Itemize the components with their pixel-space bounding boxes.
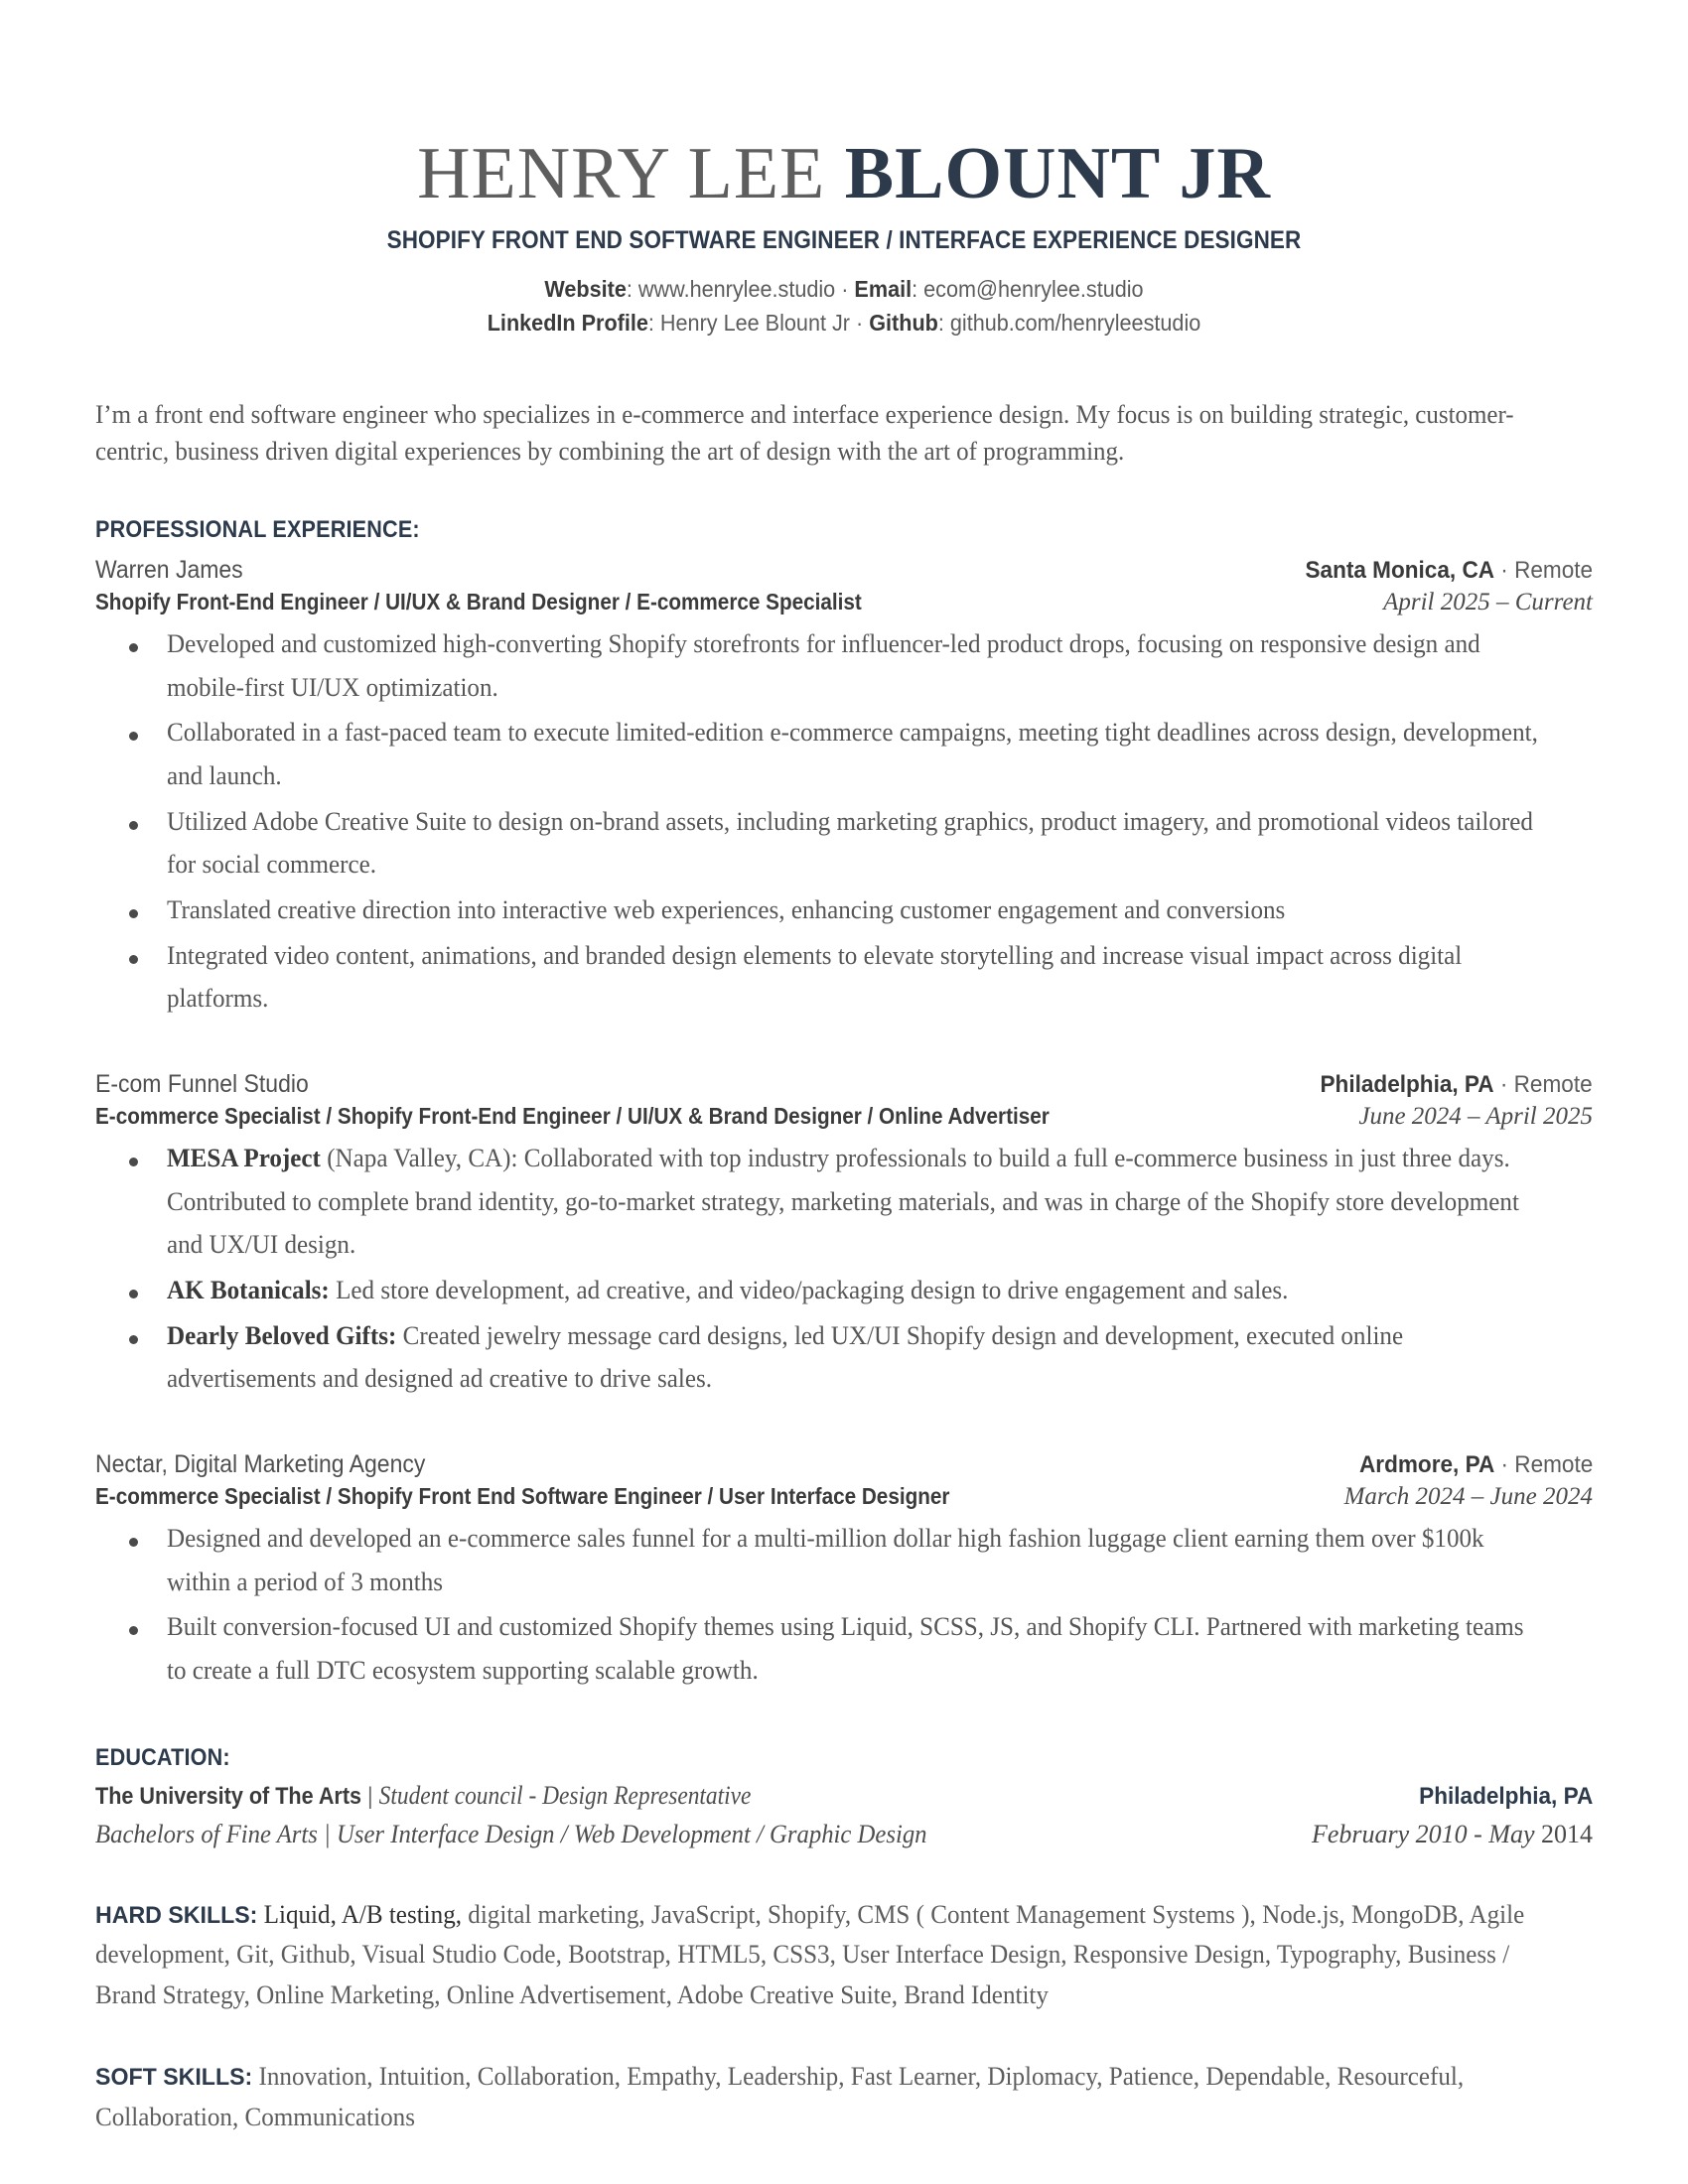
github-label: Github (869, 310, 938, 337)
soft-skills-label: SOFT SKILLS: (95, 2064, 253, 2092)
job-company-name: E-com Funnel Studio (95, 1069, 309, 1098)
education-role: Student council - Design Representative (378, 1780, 752, 1810)
website-value[interactable]: : www.henrylee.studio · (626, 276, 855, 302)
bullet-lead: AK Botanicals: (167, 1275, 330, 1304)
list-item (95, 800, 1593, 887)
job-company-row (95, 1070, 1593, 1099)
education-school-name: The University of The Arts (95, 1782, 362, 1810)
job-bullet-list (95, 622, 1593, 1021)
github-value[interactable]: : github.com/henryleestudio (937, 310, 1201, 337)
education-dates-year: 2014 (1541, 1819, 1593, 1848)
list-item (95, 1314, 1593, 1401)
job-location-mode: · Remote (1493, 1070, 1593, 1098)
job-role-title: Shopify Front-End Engineer / UI/UX & Brand Designer / E-commerce Specialist (95, 588, 862, 614)
list-item (95, 1269, 1593, 1312)
bullet-text: Designed and developed an e-commerce sales funnel for a multi-million dollar high fashion luggage client earning them over $100k within a period of 3 months (167, 1523, 1484, 1596)
job-bullet-list (95, 1137, 1593, 1401)
job-location-mode: · Remote (1493, 556, 1593, 584)
contact-block (140, 272, 1548, 340)
education-dates-range: February 2010 - May (1311, 1819, 1541, 1848)
bullet-text: Collaborated in a fast-paced team to execute limited-edition e-commerce campaigns, meeting tight deadlines across design, development, and launch. (167, 718, 1538, 790)
job-role-row (95, 1099, 1593, 1131)
education-row-school (95, 1781, 1593, 1811)
bullet-text: Integrated video content, animations, and branded design elements to elevate storytelling and increase visual impact across digital platforms. (167, 940, 1463, 1014)
contact-line-web-email (140, 272, 1548, 306)
soft-skills-block (95, 2057, 1540, 2137)
job-role-row (95, 585, 1593, 616)
education-separator: | (361, 1782, 379, 1810)
linkedin-value[interactable]: : Henry Lee Blount Jr · (647, 310, 870, 337)
job-company-name: Nectar, Digital Marketing Agency (95, 1449, 426, 1478)
job-company-name: Warren James (95, 555, 243, 584)
linkedin-label: LinkedIn Profile (487, 310, 648, 337)
job-bullet-list (95, 1517, 1593, 1693)
list-item (95, 888, 1593, 932)
experience-list (95, 556, 1593, 1693)
job-dates: June 2024 – April 2025 (1358, 1102, 1593, 1130)
website-label: Website (544, 276, 627, 302)
bullet-lead: MESA Project (167, 1143, 321, 1172)
name-first: HENRY LEE (417, 133, 845, 214)
education-dates (1312, 1820, 1593, 1849)
section-heading-experience: PROFESSIONAL EXPERIENCE: (95, 515, 420, 543)
bullet-text: Led store development, ad creative, and video/packaging design to drive engagement and sales. (329, 1275, 1289, 1304)
bullet-text: (Napa Valley, CA): Collaborated with top industry professionals to build a full e-commerce business in just three days. Contributed to complete brand identity, go-to-market strategy, marketing materials, and was in charge of the Shopify store development and UX/UI design. (167, 1143, 1519, 1260)
job-role-title: E-commerce Specialist / Shopify Front-End Engineer / UI/UX & Brand Designer / Online Advertiser (95, 1102, 1050, 1129)
bullet-lead: Dearly Beloved Gifts: (167, 1320, 397, 1350)
job-entry (95, 1070, 1593, 1401)
list-item (95, 1517, 1593, 1603)
education-degree: Bachelors of Fine Arts | User Interface Design / Web Development / Graphic Design (95, 1819, 927, 1848)
job-role-row (95, 1479, 1593, 1511)
bullet-text: Translated creative direction into interactive web experiences, enhancing customer engagement and conversions (167, 894, 1286, 924)
hard-skills-lead: Liquid, A/B testing, (257, 1899, 463, 1929)
education-school-line (95, 1781, 751, 1811)
job-location-city: Philadelphia, PA (1320, 1070, 1494, 1098)
education-location: Philadelphia, PA (1418, 1782, 1593, 1810)
job-entry (95, 556, 1593, 1021)
name-last: BLOUNT JR (844, 133, 1271, 214)
email-value[interactable]: : ecom@henrylee.studio (912, 276, 1144, 302)
job-role-title: E-commerce Specialist / Shopify Front End Software Engineer / User Interface Designer (95, 1482, 950, 1509)
professional-summary: I’m a front end software engineer who specializes in e-commerce and interface experience design. My focus is on building strategic, customer-centric, business driven digital experiences by combining the art of design with the art of programming. (95, 400, 1514, 466)
job-dates: April 2025 – Current (1383, 588, 1593, 615)
list-item (95, 1605, 1593, 1692)
professional-subtitle: SHOPIFY FRONT END SOFTWARE ENGINEER / INTERFACE EXPERIENCE DESIGNER (386, 226, 1302, 254)
email-label: Email (854, 276, 913, 302)
list-item (95, 1137, 1593, 1267)
job-company-row (95, 1450, 1593, 1479)
education-entry (95, 1781, 1593, 1849)
job-dates: March 2024 – June 2024 (1343, 1482, 1593, 1510)
hard-skills-list: digital marketing, JavaScript, Shopify, CMS ( Content Management Systems ), Node.js, MongoDB, Agile development, Git, Github, Visual Studio Code, Bootstrap, HTML5, CSS3, User Interface Design, Responsive Design, Typography, Business / Brand Strategy, Online Marketing, Online Advertisement, Adobe Creative Suite, Brand Identity (95, 1899, 1525, 2009)
list-item (95, 622, 1593, 709)
job-company-row (95, 556, 1593, 585)
education-row-degree (95, 1820, 1593, 1849)
job-location (1305, 557, 1593, 585)
bullet-text: Built conversion-focused UI and customized Shopify themes using Liquid, SCSS, JS, and Shopify CLI. Partnered with marketing teams to create a full DTC ecosystem supporting scalable growth. (167, 1612, 1524, 1685)
bullet-text: Developed and customized high-converting Shopify storefronts for influencer-led product drops, focusing on responsive design and mobile-first UI/UX optimization. (167, 628, 1480, 702)
job-location (1359, 1451, 1593, 1479)
contact-line-linkedin-github (140, 306, 1548, 340)
soft-skills-list: Innovation, Intuition, Collaboration, Empathy, Leadership, Fast Learner, Diplomacy, Patience, Dependable, Resourceful, Collaboration, Communications (95, 2062, 1465, 2131)
bullet-text: Created jewelry message card designs, led UX/UI Shopify design and development, executed online advertisements and designed ad creative to drive sales. (167, 1320, 1404, 1394)
job-location-city: Santa Monica, CA (1305, 556, 1494, 584)
section-heading-education: EDUCATION: (95, 1743, 230, 1771)
list-item (95, 934, 1593, 1021)
list-item (95, 711, 1593, 797)
job-location (1321, 1071, 1593, 1099)
job-entry (95, 1450, 1593, 1693)
hard-skills-label: HARD SKILLS: (95, 1901, 258, 1929)
job-location-city: Ardmore, PA (1358, 1450, 1494, 1478)
job-location-mode: · Remote (1493, 1450, 1593, 1478)
hard-skills-block (95, 1895, 1540, 2016)
bullet-text: Utilized Adobe Creative Suite to design on-brand assets, including marketing graphics, product imagery, and promotional videos tailored for social commerce. (167, 806, 1533, 880)
page-title (95, 133, 1593, 214)
